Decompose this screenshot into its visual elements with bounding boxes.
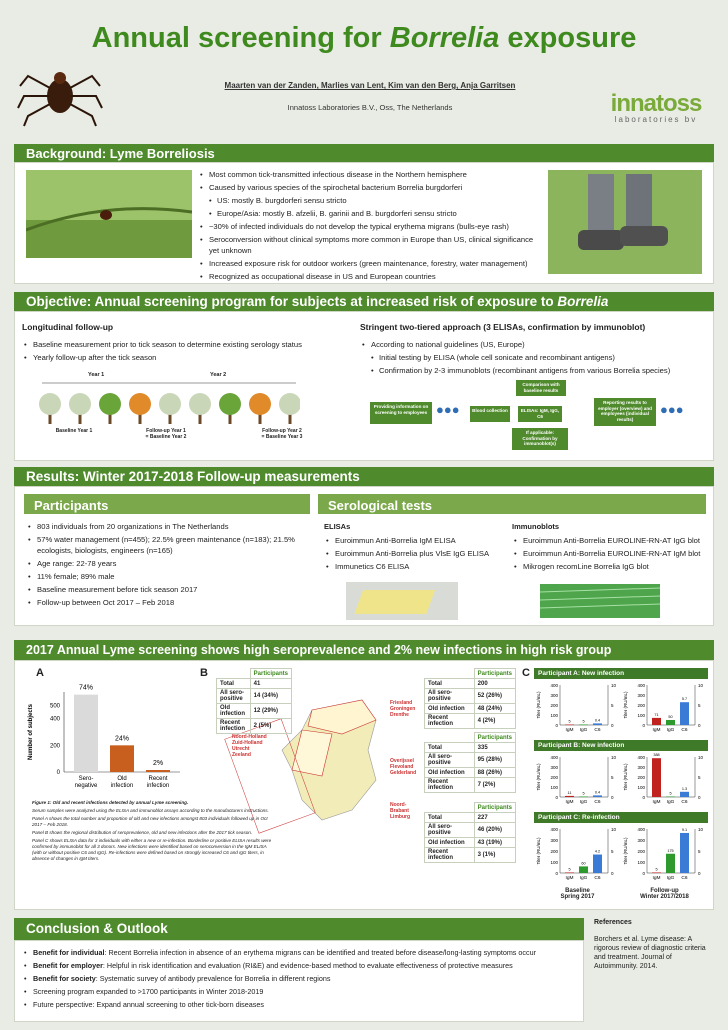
table-row: All sero-positive 95 (28%) — [425, 753, 516, 768]
results-header: Results: Winter 2017-2018 Follow-up measurements — [14, 467, 714, 486]
bar-IgM — [565, 872, 574, 873]
table-row: Recent infection 2 (5%) — [217, 719, 292, 734]
bar-label: 2% — [152, 760, 164, 767]
bar-value: 5 — [582, 791, 585, 796]
y-tick: 300 — [637, 838, 645, 843]
y-tick: 100 — [637, 785, 645, 790]
y-axis-label: Titer (RU/mL) — [536, 837, 541, 865]
tree-crown — [219, 393, 241, 415]
flow-confirm: If applicable: Confirmation by immunoblot(s) — [512, 428, 568, 450]
category-label: IgM — [652, 800, 661, 805]
y-tick-label: 0 — [56, 770, 60, 776]
y-tick: 200 — [637, 703, 645, 708]
bar-value: 1.3 — [681, 786, 688, 791]
table-b3 — [424, 802, 516, 863]
bar-C6 — [593, 795, 602, 797]
category-label: IgM — [652, 876, 661, 881]
bar-value: 4.2 — [594, 849, 601, 854]
two-tier-bullet-1: • Initial testing by ELISA (whole cell sonicate and recombinant antigens) — [362, 353, 707, 364]
bar-value: 5.7 — [681, 697, 688, 702]
y-tick: 400 — [637, 755, 645, 760]
conclusion-bullet-1: • Benefit for employer: Helpful in risk identification and evaluation (RI&E) and evidence-based method to evaluate effectiveness of protective measures — [24, 961, 576, 972]
category-label: IgM — [565, 876, 574, 881]
flow-report: Reporting results to employer (overview) and employees (individual results) — [594, 398, 656, 426]
bar-label: 74% — [78, 684, 94, 692]
bar-IgM — [565, 796, 574, 797]
category-label: IgG — [579, 800, 588, 805]
y-tick: 200 — [550, 703, 558, 708]
category-label: negative — [74, 783, 98, 789]
participant-bullet-2: • Age range: 22-78 years — [28, 559, 313, 570]
bar-IgG — [666, 720, 675, 725]
bar-C6 — [593, 723, 602, 725]
participant-c-title: Participant C: Re-infection — [534, 812, 708, 823]
y2-tick: 5 — [611, 849, 614, 854]
y2-tick: 0 — [698, 871, 701, 876]
y2-tick: 5 — [611, 703, 614, 708]
screening-header: 2017 Annual Lyme screening shows high seroprevalence and 2% new infections in high risk group — [14, 640, 714, 660]
bar-IgM — [652, 758, 661, 797]
y2-tick: 10 — [611, 827, 617, 832]
bar-IgG — [579, 797, 588, 798]
y-tick: 200 — [637, 849, 645, 854]
y-tick: 400 — [637, 683, 645, 688]
longitudinal-bullets — [24, 340, 344, 366]
y2-tick: 10 — [611, 683, 617, 688]
y-tick-label: 500 — [49, 703, 60, 710]
y-axis-label: Titer (RU/mL) — [623, 837, 628, 865]
bar-C6 — [680, 833, 689, 873]
bar-value: 5 — [655, 867, 658, 872]
tick-on-plant-photo — [26, 170, 192, 258]
panel-c — [534, 668, 708, 900]
y-axis-label: Titer (RU/mL) — [623, 763, 628, 791]
bar-value: 9.1 — [681, 827, 688, 832]
table-row: Total 227 — [425, 813, 516, 823]
people-icon: ●●● — [436, 402, 460, 417]
two-tier-bullet-0: • According to national guidelines (US, Europe) — [362, 340, 707, 351]
table-row: Old infection 43 (19%) — [425, 838, 516, 848]
y-tick: 100 — [550, 713, 558, 718]
category-label: IgG — [579, 728, 588, 733]
y2-tick: 0 — [611, 871, 614, 876]
bar-C6 — [593, 855, 602, 873]
caption-line-2: Panel B shows the regional distribution of seroprevalence, old and new infections after the 2017 tick season. — [32, 830, 253, 835]
y-tick: 300 — [637, 765, 645, 770]
y2-tick: 5 — [698, 703, 701, 708]
tree-crown — [129, 393, 151, 415]
participant-b-charts — [534, 751, 708, 807]
y-tick: 0 — [642, 795, 645, 800]
tree-crown — [189, 393, 211, 415]
region-b0: Friesland Groningen Drenthe — [390, 700, 416, 718]
y2-tick: 10 — [698, 755, 704, 760]
y-tick: 400 — [637, 827, 645, 832]
table-row: Total 335 — [425, 743, 516, 753]
category-label: IgG — [579, 876, 588, 881]
elisa-bullets — [326, 536, 506, 575]
blot-item-1: • Euroimmun Anti-Borrelia EUROLINE-RN-AT IgM blot — [514, 549, 706, 560]
flow-compare: Comparison with baseline results — [516, 380, 566, 396]
y-tick: 200 — [550, 775, 558, 780]
bar-value: 0.4 — [594, 790, 601, 795]
c-baseline-label: Baseline Spring 2017 — [560, 888, 595, 900]
y-tick: 0 — [555, 871, 558, 876]
objective-header: Objective: Annual screening program for subjects at increased risk of exposure to Borrelia — [14, 292, 714, 311]
table-row: Recent infection 3 (1%) — [425, 848, 516, 863]
timeline-label-2: Follow-up Year 1 = Baseline Year 2 — [145, 428, 187, 440]
timeline-label-3: Follow-up Year 2 = Baseline Year 3 — [261, 428, 303, 440]
background-bullet-4: • ~30% of infected individuals do not develop the typical erythema migrans (bulls-eye rash) — [200, 222, 540, 233]
category-label: infection — [146, 783, 170, 789]
logo-tag: laboratories bv — [614, 115, 698, 124]
y-tick: 400 — [550, 755, 558, 760]
category-label: Sero- — [78, 776, 94, 782]
panel-c-label: C — [522, 667, 530, 679]
table-b1 — [216, 668, 292, 734]
references-title: References — [594, 919, 632, 926]
affiliation: Innatoss Laboratories B.V., Oss, The Netherlands — [287, 103, 453, 112]
category-label: C6 — [594, 876, 601, 881]
y2-tick: 10 — [698, 683, 704, 688]
bar-2 — [146, 770, 170, 772]
participant-bullet-5: • Follow-up between Oct 2017 – Feb 2018 — [28, 598, 313, 609]
y-tick: 0 — [555, 723, 558, 728]
background-bullet-0: • Most common tick-transmitted infectious disease in the Northern hemisphere — [200, 170, 540, 181]
caption-line-3: Panel C shows ELISA data for 3 individuals with either a new or re-infection. Borderline or positive ELISA results were confirmed by immunoblot for all 3 donors. New infections were identified based on seroconversion in the IgM ELISA (with or without positive C6 and IgG). Re-infections were defined based on strongly increased C6 and IgG titers, in absence of changes in IgM titers. — [32, 838, 272, 861]
flow-elisa: ELISAs: IgM, IgG, C6 — [518, 406, 562, 422]
table-col-head: Participants — [474, 803, 515, 813]
longitudinal-bullet-1: • Yearly follow-up after the tick season — [24, 353, 344, 364]
background-bullet-1: • Caused by various species of the spirochetal bacterium Borrelia burgdorferi — [200, 183, 540, 194]
bar-1 — [110, 745, 134, 772]
category-label: IgM — [565, 800, 574, 805]
y2-tick: 5 — [698, 849, 701, 854]
table-row: Old infection 88 (26%) — [425, 768, 516, 778]
bar-value: 5 — [582, 719, 585, 724]
y-tick: 300 — [550, 765, 558, 770]
table-col-head: Participants — [474, 733, 515, 743]
sero-header: Serological tests — [318, 494, 706, 514]
y-tick-label: 200 — [49, 743, 60, 750]
participant-b-title: Participant B: New infection — [534, 740, 708, 751]
caption-line-1: Panel A shows the total number and proportion of old and new infections amongst 803 individuals followed up in Oct 2017 – Feb 2018. — [32, 816, 268, 827]
participant-a-charts — [534, 679, 708, 735]
bar-value: 0.4 — [594, 718, 601, 723]
people-icon-2: ●●● — [660, 402, 684, 417]
table-row: All sero-positive 46 (20%) — [425, 823, 516, 838]
y2-tick: 0 — [698, 723, 701, 728]
background-bullet-3: • Europe/Asia: mostly B. afzelii, B. garinii and B. burgdorferi sensu stricto — [200, 209, 540, 220]
participant-a-title: Participant A: New infection — [534, 668, 708, 679]
y-tick: 200 — [637, 775, 645, 780]
conclusion-bullets — [24, 948, 576, 1013]
two-tier-bullet-2: • Confirmation by 2-3 immunoblots (recombinant antigens from various Borrelia species) — [362, 366, 707, 377]
y-tick: 100 — [550, 860, 558, 865]
blot-item-0: • Euroimmun Anti-Borrelia EUROLINE-RN-AT IgG blot — [514, 536, 706, 547]
bar-value: 5 — [568, 867, 571, 872]
y-tick: 100 — [550, 785, 558, 790]
authors: Maarten van der Zanden, Marlies van Lent, Kim van den Berg, Anja Garritsen — [224, 81, 516, 90]
bar-label: 24% — [114, 735, 130, 743]
flow-info: Providing information on screening to employees — [370, 402, 432, 424]
conclusion-bullet-2: • Benefit for society: Systematic survey of antibody prevalence for Borrelia in different regions — [24, 974, 576, 985]
bar-IgM — [565, 725, 574, 726]
participant-bullet-1: • 57% water management (n=455); 22.5% green maintenance (n=183); 21.5% ecologists, biologists, engineers (n=165) — [28, 535, 313, 556]
y-axis-label: Number of subjects — [28, 703, 34, 761]
tick-illustration — [14, 58, 106, 128]
participant-bullet-3: • 11% female; 89% male — [28, 572, 313, 583]
elisa-title: ELISAs — [324, 522, 351, 531]
y-axis-label: Titer (RU/mL) — [623, 691, 628, 719]
conclusion-bullet-0: • Benefit for individual: Recent Borrelia infection in absence of an erythema migrans can be identified and treated before disease/long-lasting symptoms occur — [24, 948, 576, 959]
longitudinal-bullet-0: • Baseline measurement prior to tick season to determine existing serology status — [24, 340, 344, 351]
category-label: Old — [117, 776, 127, 782]
bar-IgG — [666, 854, 675, 873]
caption-title: Figure 1: Old and recent infections detected by annual Lyme screening. — [32, 800, 189, 805]
two-tier-bullets — [362, 340, 707, 379]
conclusion-bullet-4: • Future perspective: Expand annual screening to other tick-born diseases — [24, 1000, 576, 1011]
y2-tick: 5 — [698, 775, 701, 780]
bar-value: 71 — [654, 712, 659, 717]
participant-bullet-0: • 803 individuals from 20 organizations in The Netherlands — [28, 522, 313, 533]
conclusion-bullet-3: • Screening program expanded to >1700 participants in Winter 2018-2019 — [24, 987, 576, 998]
table-row: Total 41 — [217, 679, 292, 689]
y-tick: 400 — [550, 683, 558, 688]
y2-tick: 5 — [611, 775, 614, 780]
logo-name: innatoss — [610, 90, 702, 117]
panel-a-chart — [20, 678, 200, 793]
elisa-item-0: • Euroimmun Anti-Borrelia IgM ELISA — [326, 536, 506, 547]
y-axis-label: Titer (RU/mL) — [536, 763, 541, 791]
references — [594, 918, 714, 971]
c-followup-label: Follow-up Winter 2017/2018 — [640, 888, 689, 900]
y2-tick: 0 — [611, 795, 614, 800]
tree-crown — [249, 393, 271, 415]
longitudinal-title: Longitudinal follow-up — [22, 322, 114, 332]
y-tick: 400 — [550, 827, 558, 832]
immunoblot-photo — [540, 584, 660, 618]
category-label: C6 — [594, 728, 601, 733]
tree-crown — [159, 393, 181, 415]
category-label: Recent — [148, 776, 168, 782]
category-label: C6 — [681, 728, 688, 733]
table-col-head: Participants — [250, 669, 291, 679]
timeline-trees — [38, 380, 300, 430]
hiking-boots-photo — [548, 170, 702, 274]
bar-0 — [74, 695, 98, 772]
table-row: Recent infection 4 (2%) — [425, 714, 516, 729]
category-label: IgG — [666, 728, 675, 733]
region-b3: Noord- Brabant Limburg — [390, 802, 410, 820]
category-label: IgM — [565, 728, 574, 733]
background-bullet-6: • Increased exposure risk for outdoor workers (green maintenance, forestry, water management) — [200, 259, 540, 270]
y-tick: 300 — [550, 838, 558, 843]
region-b1: Noord-Holland Zuid-Holland Utrecht Zeeland — [232, 734, 267, 758]
tree-crown — [39, 393, 61, 415]
y-tick: 100 — [637, 860, 645, 865]
y2-tick: 10 — [611, 755, 617, 760]
category-label: IgG — [666, 876, 675, 881]
background-bullet-5: • Seroconversion without clinical symptoms more common in Europe than US, clinical significance yet unknown — [200, 235, 540, 256]
y2-tick: 0 — [698, 795, 701, 800]
bar-value: 50 — [668, 715, 673, 719]
y-tick: 200 — [550, 849, 558, 854]
table-row: Old infection 12 (29%) — [217, 704, 292, 719]
bar-value: 5 — [669, 791, 672, 796]
y-axis-label: Titer (RU/mL) — [536, 691, 541, 719]
logo — [596, 90, 716, 124]
two-tier-title: Stringent two-tiered approach (3 ELISAs, confirmation by immunoblot) — [360, 322, 646, 332]
elisa-item-2: • Immunetics C6 ELISA — [326, 562, 506, 573]
references-text: Borchers et al. Lyme disease: A rigorous review of diagnostic criteria and treatment. Journal of Autoimmunity. 2014. — [594, 936, 706, 970]
poster-title: Annual screening for Borrelia exposure — [91, 22, 637, 54]
table-row: Old infection 48 (24%) — [425, 704, 516, 714]
tree-crown — [69, 393, 91, 415]
table-b2 — [424, 732, 516, 793]
bar-value: 175 — [667, 848, 674, 853]
background-bullet-7: • Recognized as occupational disease in US and European countries — [200, 272, 540, 283]
y-tick: 0 — [642, 723, 645, 728]
bar-value: 60 — [581, 861, 586, 866]
y2-tick: 0 — [611, 723, 614, 728]
participant-bullet-4: • Baseline measurement before tick season 2017 — [28, 585, 313, 596]
bar-value: 388 — [653, 753, 660, 758]
y-tick-label: 400 — [49, 716, 60, 723]
table-b0 — [424, 668, 516, 729]
y-tick: 100 — [637, 713, 645, 718]
background-header: Background: Lyme Borreliosis — [14, 144, 714, 162]
bar-value: 11 — [567, 790, 572, 795]
y2-tick: 10 — [698, 827, 704, 832]
bar-IgG — [579, 725, 588, 726]
bar-C6 — [680, 792, 689, 797]
y-tick: 0 — [642, 871, 645, 876]
participants-bullets — [28, 522, 313, 611]
tree-crown — [99, 393, 121, 415]
timeline-label-1: Baseline Year 1 — [55, 428, 93, 434]
table-row: Recent infection 7 (2%) — [425, 778, 516, 793]
panel-a-label: A — [36, 667, 44, 679]
year2-label: Year 2 — [210, 372, 227, 378]
bar-IgG — [666, 797, 675, 798]
bar-C6 — [680, 702, 689, 725]
participants-header: Participants — [24, 494, 310, 514]
year1-label: Year 1 — [88, 372, 105, 378]
bar-IgG — [579, 866, 588, 873]
blot-bullets — [514, 536, 706, 575]
conclusion-header: Conclusion & Outlook — [14, 918, 584, 940]
category-label: infection — [110, 783, 134, 789]
background-bullets — [200, 170, 540, 285]
background-bullet-2: • US: mostly B. burgdorferi sensu stricto — [200, 196, 540, 207]
category-label: C6 — [594, 800, 601, 805]
participant-c-charts — [534, 823, 708, 883]
bar-IgM — [652, 872, 661, 873]
category-label: C6 — [681, 876, 688, 881]
y-tick: 300 — [550, 693, 558, 698]
category-label: C6 — [681, 800, 688, 805]
region-b2: Overijssel Flevoland Gelderland — [390, 758, 417, 776]
y-tick: 0 — [555, 795, 558, 800]
table-row: All sero-positive 52 (26%) — [425, 689, 516, 704]
elisa-plate-photo — [346, 582, 458, 620]
table-row: Total 200 — [425, 679, 516, 689]
flow-blood: Blood collection — [470, 406, 510, 422]
caption-line-0: Serum samples were analyzed using the ELISA and immunoblot assays according to the manufacturers instructions. — [32, 808, 269, 813]
table-col-head: Participants — [474, 669, 515, 679]
bar-IgM — [652, 718, 661, 725]
tree-crown — [279, 393, 300, 415]
category-label: IgM — [652, 728, 661, 733]
table-row: All sero-positive 14 (34%) — [217, 689, 292, 704]
blot-item-2: • Mikrogen recomLine Borrelia IgG blot — [514, 562, 706, 573]
bar-value: 5 — [568, 719, 571, 724]
category-label: IgG — [666, 800, 675, 805]
elisa-item-1: • Euroimmun Anti-Borrelia plus VlsE IgG ELISA — [326, 549, 506, 560]
y-tick: 300 — [637, 693, 645, 698]
blot-title: Immunoblots — [512, 522, 560, 531]
panel-b-label: B — [200, 667, 208, 679]
